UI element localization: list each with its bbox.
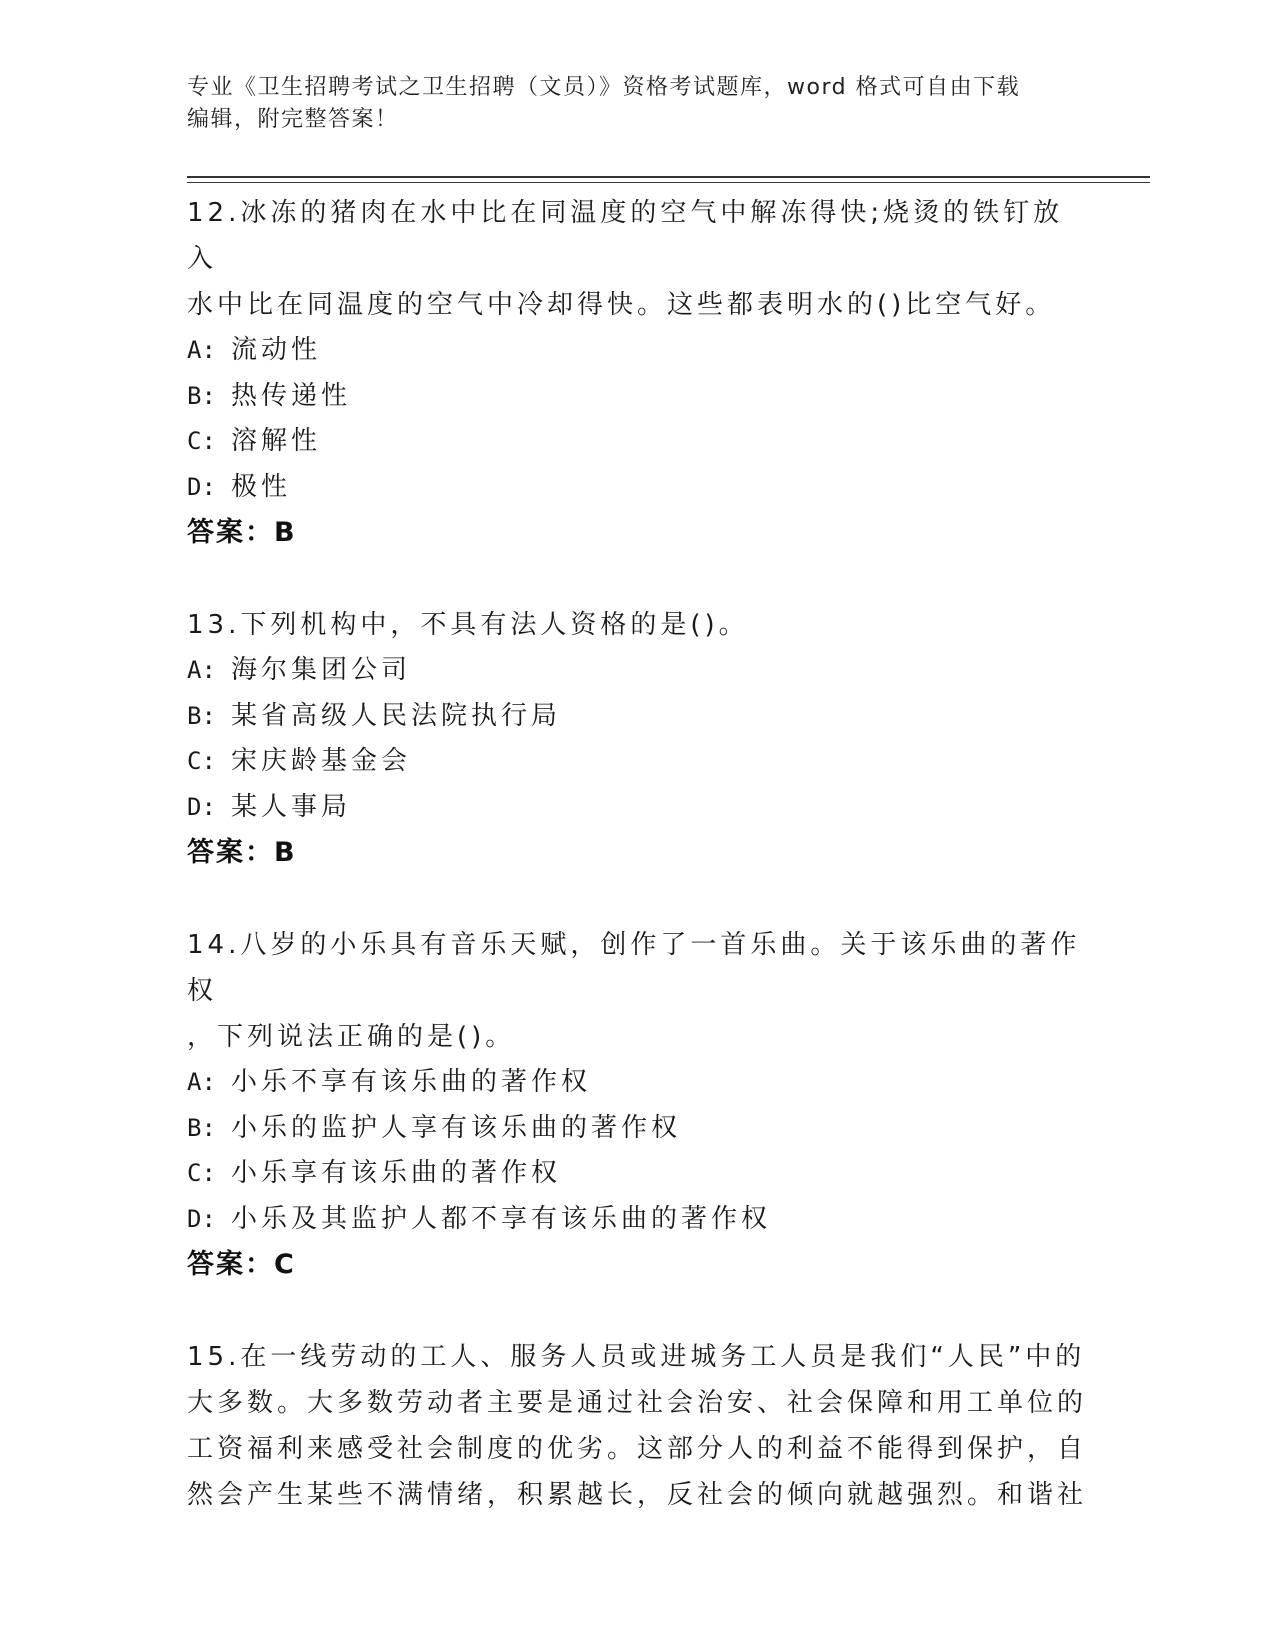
answer-option — [187, 1151, 1087, 1197]
answer-key: 答案：B — [187, 517, 297, 548]
answer-option — [187, 1106, 1087, 1152]
question-stem-line: 14.八岁的小乐具有音乐天赋，创作了一首乐曲。关于该乐曲的著作权 — [187, 930, 1081, 1006]
question-block — [187, 190, 1087, 556]
question-stem-line: 大多数。大多数劳动者主要是通过社会治安、社会保障和用工单位的 — [187, 1388, 1088, 1418]
answer-option — [187, 465, 1087, 511]
option-text: 小乐及其监护人都不享有该乐曲的著作权 — [231, 1203, 772, 1234]
header-line-1: 专业《卫生招聘考试之卫生招聘（文员）》资格考试题库，word 格式可自由下载 — [187, 75, 1021, 100]
answer-key: 答案：B — [187, 837, 297, 868]
question-stem-line: 15.在一线劳动的工人、服务人员或进城务工人员是我们“人民”中的 — [187, 1342, 1086, 1372]
option-text: 小乐享有该乐曲的著作权 — [231, 1158, 562, 1188]
option-letter: B: — [187, 1113, 216, 1142]
question-stem-line: 水中比在同温度的空气中冷却得快。这些都表明水的()比空气好。 — [187, 290, 1056, 320]
option-text: 小乐不享有该乐曲的著作权 — [231, 1067, 592, 1097]
question-list — [187, 190, 1087, 1564]
header-line-2: 编辑，附完整答案！ — [187, 107, 399, 132]
option-letter: D: — [187, 792, 216, 821]
answer-option — [187, 328, 1087, 374]
question-stem-line: 12.冰冻的猪肉在水中比在同温度的空气中解冻得快;烧烫的铁钉放入 — [187, 198, 1064, 274]
option-text: 溶解性 — [231, 426, 322, 456]
option-text: 热传递性 — [231, 380, 352, 411]
option-letter: A: — [187, 1068, 216, 1096]
option-text: 流动性 — [231, 335, 322, 365]
question-block — [187, 602, 1087, 876]
question-stem-line: 13.下列机构中，不具有法人资格的是()。 — [187, 610, 749, 640]
header-divider-thin — [187, 182, 1150, 183]
option-text: 极性 — [231, 471, 292, 502]
option-text: 小乐的监护人享有该乐曲的著作权 — [231, 1112, 682, 1143]
question-block — [187, 1334, 1087, 1518]
option-letter: A: — [187, 656, 216, 684]
answer-option — [187, 374, 1087, 420]
option-letter: B: — [187, 381, 216, 410]
option-letter: C: — [187, 1159, 216, 1187]
answer-option — [187, 739, 1087, 785]
answer-option — [187, 1060, 1087, 1106]
option-text: 宋庆龄基金会 — [231, 746, 412, 776]
answer-option — [187, 419, 1087, 465]
option-text: 某人事局 — [231, 791, 352, 822]
option-letter: D: — [187, 472, 216, 501]
answer-key: 答案：C — [187, 1249, 296, 1280]
option-letter: C: — [187, 427, 216, 455]
answer-option — [187, 1197, 1087, 1243]
question-stem-line: 然会产生某些不满情绪，积累越长，反社会的倾向就越强烈。和谐社 — [187, 1480, 1088, 1510]
question-stem-line: ，下列说法正确的是()。 — [187, 1022, 516, 1052]
question-block — [187, 922, 1087, 1288]
option-letter: A: — [187, 336, 216, 364]
answer-option — [187, 785, 1087, 831]
option-letter: B: — [187, 701, 216, 730]
answer-option — [187, 694, 1087, 740]
option-letter: C: — [187, 747, 216, 775]
document-header — [187, 72, 1087, 136]
option-text: 某省高级人民法院执行局 — [231, 700, 562, 731]
header-divider-thick — [187, 176, 1150, 178]
answer-option — [187, 648, 1087, 694]
question-stem-line: 工资福利来感受社会制度的优劣。这部分人的利益不能得到保护，自 — [187, 1434, 1088, 1464]
option-text: 海尔集团公司 — [231, 655, 412, 685]
option-letter: D: — [187, 1204, 216, 1233]
